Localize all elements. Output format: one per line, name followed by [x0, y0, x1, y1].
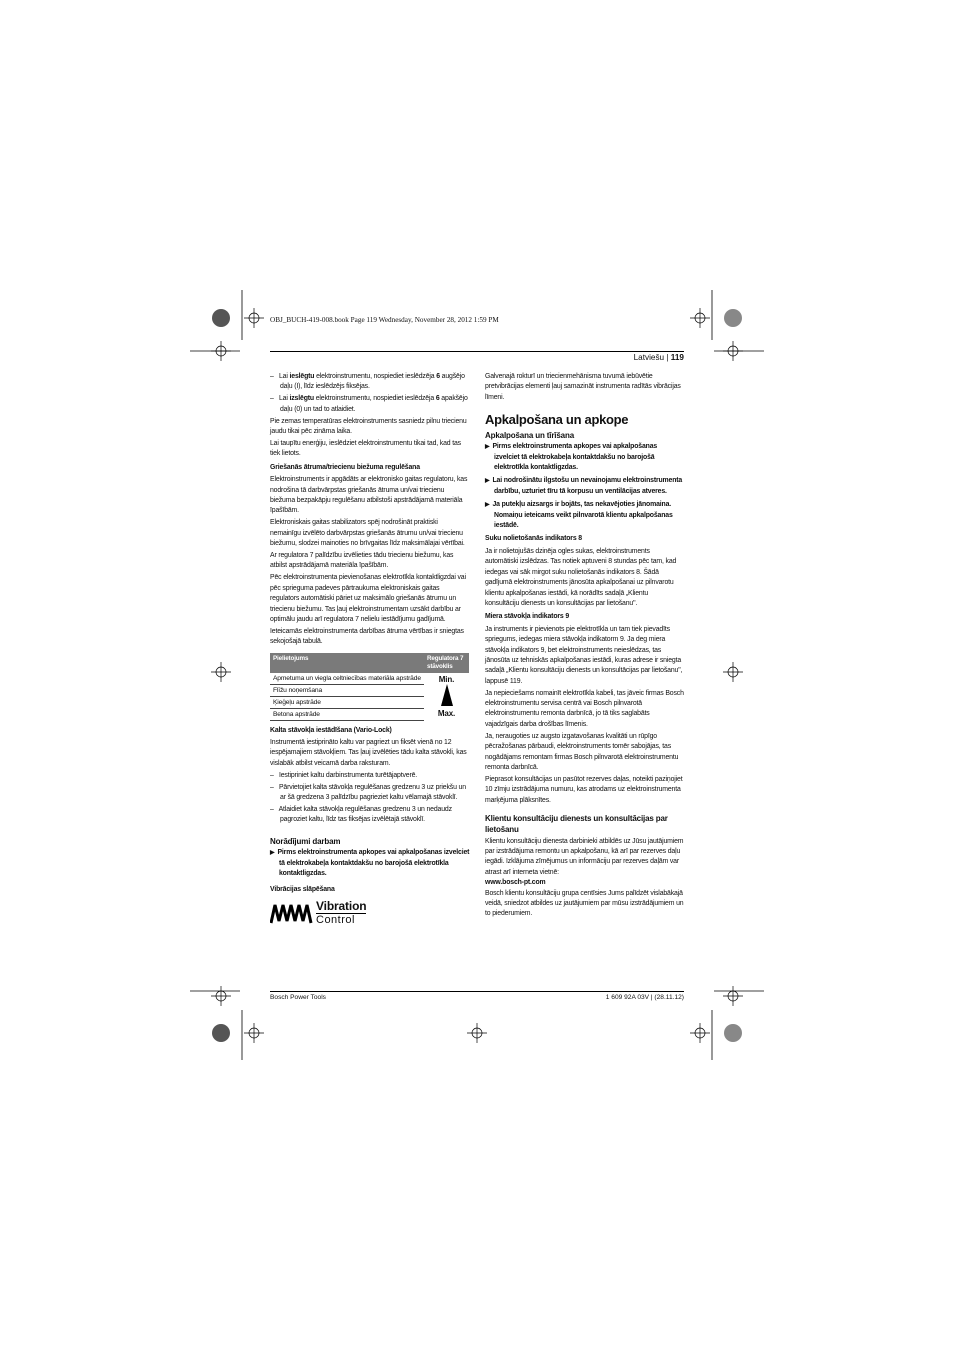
power-paragraph: Ja instruments ir pievienots pie elektrotīkla un tam tiek pievadīts spriegums, iedegas miera stāvokļa indikatorm 9. Ja deg miera stāvokļa indikators 9, bet elektroinstruments neieslēdzas, tas jānosūta uz tehniskās apkalpošanas iestādi, kuras adrese ir sniegta sadaļā „Klientu konsultāciju dienests un konsultācijas par lietošanu", lappusē 119.: [485, 625, 683, 685]
energy-paragraph: Lai taupītu enerģiju, ieslēdziet elektroinstrumentu tikai tad, kad tas tiek lietots.: [270, 439, 461, 458]
cleaning-heading: Apkalpošana un tīrīšana: [485, 430, 575, 440]
speed-paragraph-5: Ieteicamās elektroinstrumenta darbības ātruma vērtības ir sniegtas sekojošajā tabulā.: [270, 627, 464, 646]
speed-paragraph-2: Elektroniskais gaitas stabilizators spēj nodrošināt praktiski nemainīgu izvēlēto darbvārpstas griešanās ātrumu un/vai triecienu biežumu, slodzei mainoties no brīvgaitas līdz maksimālajai vērtībai.: [270, 519, 465, 548]
table-cell: Flīžu noņemšana: [270, 684, 424, 696]
table-header-regulator: Regulatora 7 stāvoklis: [424, 653, 469, 673]
grip-paragraph: Galvenajā rokturī un triecienmehānisma tuvumā iebūvētie pretvibrācijas elementi ļauj samazināt instrumenta radītās vibrācijas līmeni.: [485, 373, 681, 401]
cable-paragraph: Ja nepieciešams nomainīt elektrotīkla kabeli, tas jāveic firmas Bosch elektroinstrumentu servisa centrā vai Bosch pilnvarotā elektroinstrumentu remonta darbnīcā, jo tā tiks saglabāts vajadzīgais darba drošības līmenis.: [485, 689, 684, 728]
maintenance-heading: Apkalpošana un apkope: [485, 412, 629, 428]
speed-paragraph-3: Ar regulatora 7 palīdzību izvēlieties tādu triecienu biežumu, kas atbilst apstrādājamā materiāla īpašībām.: [270, 552, 454, 570]
footer-rule: [270, 991, 684, 992]
switch-on-bullet: – Lai ieslēgtu elektroinstrumentu, nospiediet ieslēdzēja 6 augšējo daļu (I), līdz ieslēdzējs fiksējas.: [270, 373, 465, 391]
chisel-paragraph: Instrumentā iestiprināto kaltu var pagriezt un fiksēt vienā no 12 iespējamajiem stāvokļiem. Tas ļauj izvēlēties tādu kalta stāvokli, kas vislabāk atbilst veicamā darba raksturam.: [270, 739, 467, 767]
speed-paragraph-4: Pēc elektroinstrumenta pievienošanas elektrotīkla kontaktligzdai vai pēc sprieguma padeves pārtraukuma elektroniskais gaitas regulators automātiski pāriet uz maksimālo griešanās ātrumu un triecienu biežumu. Tas ļauj elektroinstrumentam uzsākt darbību ar optimālu jaudu arī regulatora 7 nelielu iestādījumu gadījumā.: [270, 574, 466, 623]
service-heading: Klientu konsultāciju dienests un konsultācijas par lietošanu: [485, 814, 668, 835]
speed-paragraph-1: Elektroinstruments ir apgādāts ar elektronisko gaitas regulatoru, kas nodrošina tā darbvārpstas griešanās ātruma un/vai triecienu biežuma bezpakāpju regulēšanu atbilstoši apstrādājamā materiāla īpašībām.: [270, 476, 468, 515]
header-language: Latviešu: [633, 353, 665, 362]
wedge-icon: [440, 684, 454, 706]
regulator-gauge: [424, 673, 469, 721]
logo-vibration-text: Vibration: [316, 898, 367, 913]
regulator-table: [270, 653, 469, 721]
switch-off-bullet: – Lai izslēgtu elektroinstrumentu, nospiediet ieslēdzēja 6 apakšējo daļu (0) un tad to atlaidiet.: [270, 395, 468, 413]
chisel-heading: Kalta stāvokļa iestādīšana (Vario-Lock): [270, 726, 392, 734]
service-paragraph: Klientu konsultāciju dienesta darbinieki atbildēs uz Jūsu jautājumiem par izstrādājuma remontu un apkalpošanu, kā arī par rezerves daļu iegādi. Izklājuma zīmējumus un informāciju par rezerves daļām var atrast arī interneta vietnē:: [485, 837, 684, 876]
table-cell: Betona apstrāde: [270, 708, 424, 720]
logo-control-text: Control: [316, 913, 355, 926]
tips-heading: Norādījumi darbam: [270, 836, 341, 846]
warning-item: ▶ Pirms elektroinstrumenta apkopes vai apkalpošanas izvelciet tā elektrokabeļa kontaktdakšu no barojošā elektrotīkla kontaktligzdas.: [485, 442, 684, 473]
vibration-heading: Vibrācijas slāpēšana: [270, 885, 335, 893]
team-paragraph: Bosch klientu konsultāciju grupa centīsies Jums palīdzēt vislabākajā veidā, sniedzot atbildes uz jautājumiem par mūsu izstrādājumiem un to piederumiem.: [485, 889, 684, 918]
table-cell: Apmetuma un viegla celtniecības materiāla apstrāde: [270, 673, 424, 685]
footer-brand: Bosch Power Tools: [270, 994, 326, 1001]
warning-item: ▶ Lai nodrošinātu ilgstošu un nevainojamu elektroinstrumenta darbību, uzturiet tīru tā korpusu un ventilācijas atveres.: [485, 476, 684, 497]
gauge-min-label: Min.: [438, 674, 455, 684]
chisel-step: – Atlaidiet kalta stāvokļa regulēšanas gredzenu 3 un nedaudz pagroziet kaltu, līdz tas fiksējas izvēlētajā stāvoklī.: [270, 806, 452, 824]
power-indicator-heading: Miera stāvokļa indikators 9: [485, 613, 570, 621]
print-info: OBJ_BUCH-419-008.book Page 119 Wednesday, November 28, 2012 1:59 PM: [270, 316, 499, 324]
brush-indicator-heading: Suku nolietošanās indikators 8: [485, 535, 582, 543]
vibration-control-logo: [270, 900, 470, 927]
table-cell: Ķieģeļu apstrāde: [270, 696, 424, 708]
page-number: 119: [670, 353, 684, 362]
table-row: [270, 673, 469, 685]
left-column: [270, 372, 470, 927]
chisel-step: – Pārvietojiet kalta stāvokļa regulēšanas gredzenu 3 uz priekšu un ar šā gredzena 3 palīdzību pagrieziet kaltu vēlamajā stāvoklī.: [270, 783, 466, 802]
vibration-wave-icon: [270, 901, 314, 925]
page-header: Latviešu | 119: [633, 353, 684, 362]
tips-warning: ▶ Pirms elektroinstrumenta apkopes vai apkalpošanas izvelciet tā elektrokabeļa kontaktdakšu no barojošā elektrotīkla kontaktligzdas.: [270, 848, 470, 879]
low-temp-paragraph: Pie zemas temperatūras elektroinstruments sasniedz pilnu triecienu jaudu tikai pēc zināma laika.: [270, 417, 467, 436]
speed-heading: Griešanās ātruma/triecienu biežuma regulēšana: [270, 463, 420, 471]
warning-item: ▶ Ja putekļu aizsargs ir bojāts, tas nekavējoties jānomaina. Nomaiņu ieteicams veikt pilnvarotā klientu apkalpošanas iestādē.: [485, 500, 684, 531]
chisel-step: – Iestipriniet kaltu darbinstrumenta turētājaptverē.: [270, 771, 418, 779]
table-header-application: Pielietojums: [270, 653, 424, 673]
header-rule: [270, 351, 684, 352]
brush-paragraph: Ja ir nolietojušās dzinēja ogles sukas, elektroinstruments automātiski izslēdzas. Tas notiek aptuveni 8 stundas pēc tam, kad iedegas vai sāk mirgot suku nolietošanās indikators 8. Šādā gadījumā elektroinstruments jānosūta apkalpošanai uz pilnvarotu klientu apkalpošanas iestādi, kā norādīts sadaļā „Klientu konsultāciju dienests un konsultācijas par lietošanu".: [485, 547, 677, 607]
gauge-max-label: Max.: [437, 708, 456, 718]
quality-paragraph: Ja, neraugoties uz augsto izgatavošanas kvalitāti un rūpīgo pēcražošanas pārbaudi, elektroinstruments tomēr sabojājas, tas nogādājams remontam firmas Bosch pilnvarotā elektroinstrumentu remonta darbnīcā.: [485, 732, 679, 771]
footer-code: 1 609 92A 03V | (28.11.12): [605, 994, 684, 1001]
right-column: [485, 372, 684, 921]
parts-paragraph: Pieprasot konsultācijas un pasūtot rezerves daļas, noteikti paziņojiet 10 zīmju izstrādājuma numuru, kas atrodams uz elektroinstrumenta marķējuma plāksnītes.: [485, 775, 683, 804]
service-url[interactable]: www.bosch-pt.com: [485, 879, 546, 887]
